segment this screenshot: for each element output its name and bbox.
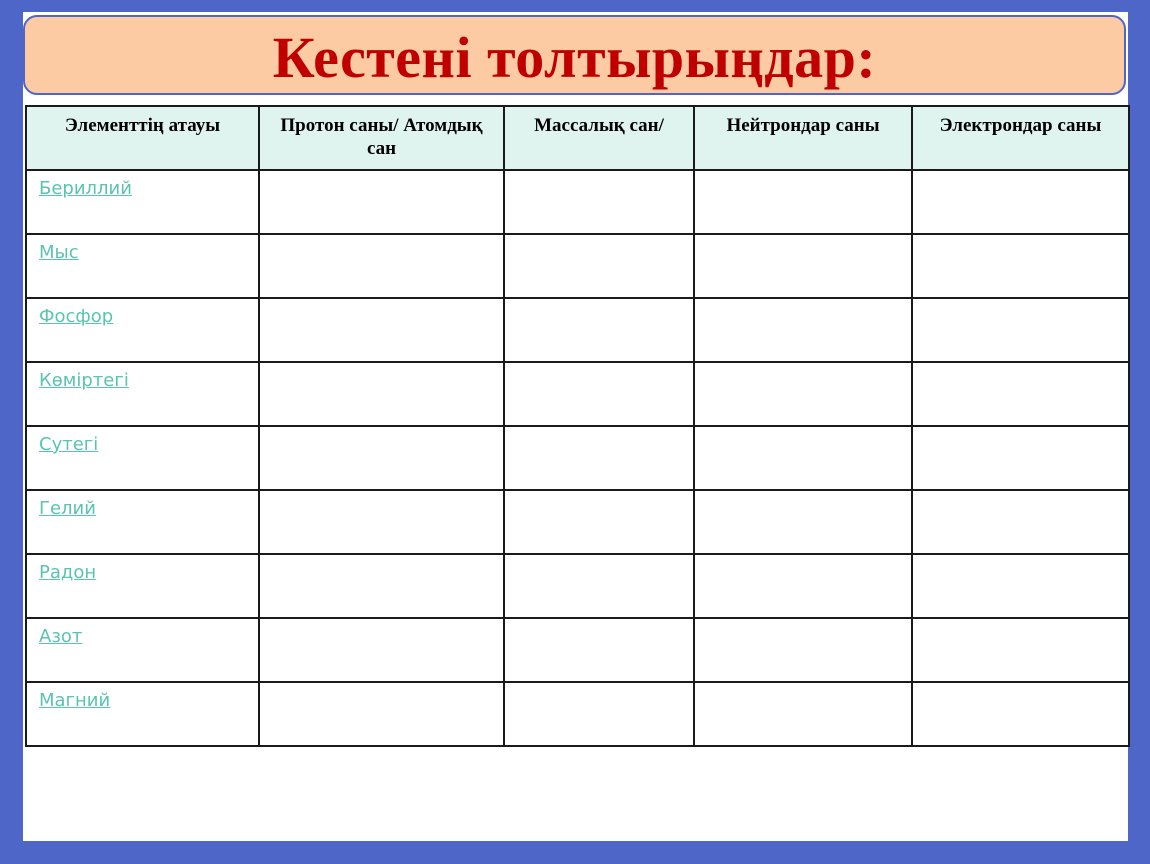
- proton-cell[interactable]: [259, 490, 504, 554]
- element-link[interactable]: Мыс: [39, 242, 79, 263]
- element-cell: [26, 170, 259, 234]
- electron-cell[interactable]: [912, 426, 1129, 490]
- element-cell: [26, 234, 259, 298]
- mass-cell[interactable]: [504, 682, 694, 746]
- element-table: [25, 105, 1130, 747]
- neutron-cell[interactable]: [694, 490, 912, 554]
- neutron-cell[interactable]: [694, 298, 912, 362]
- element-cell: [26, 682, 259, 746]
- element-link[interactable]: Фосфор: [39, 306, 114, 327]
- electron-cell[interactable]: [912, 298, 1129, 362]
- table-row: [26, 426, 1129, 490]
- page-title: Кестені толтырыңдар:: [272, 25, 877, 90]
- mass-cell[interactable]: [504, 362, 694, 426]
- neutron-cell[interactable]: [694, 234, 912, 298]
- mass-cell[interactable]: [504, 298, 694, 362]
- element-cell: [26, 298, 259, 362]
- element-cell: [26, 554, 259, 618]
- header-electron-count: Электрондар саны: [912, 106, 1129, 170]
- element-link[interactable]: Гелий: [39, 498, 96, 519]
- proton-cell[interactable]: [259, 298, 504, 362]
- element-link[interactable]: Сутегі: [39, 434, 99, 455]
- mass-cell[interactable]: [504, 618, 694, 682]
- table-row: [26, 618, 1129, 682]
- element-link[interactable]: Бериллий: [39, 178, 132, 199]
- header-proton-number: Протон саны/ Атомдық сан: [259, 106, 504, 170]
- electron-cell[interactable]: [912, 490, 1129, 554]
- table-row: [26, 170, 1129, 234]
- element-link[interactable]: Азот: [39, 626, 83, 647]
- table-row: [26, 234, 1129, 298]
- table-row: [26, 362, 1129, 426]
- table-row: [26, 490, 1129, 554]
- table-row: [26, 554, 1129, 618]
- mass-cell[interactable]: [504, 554, 694, 618]
- proton-cell[interactable]: [259, 362, 504, 426]
- neutron-cell[interactable]: [694, 362, 912, 426]
- element-cell: [26, 362, 259, 426]
- neutron-cell[interactable]: [694, 682, 912, 746]
- header-mass-number: Массалық сан/: [504, 106, 694, 170]
- mass-cell[interactable]: [504, 170, 694, 234]
- mass-cell[interactable]: [504, 234, 694, 298]
- element-link[interactable]: Көміртегі: [39, 370, 129, 391]
- proton-cell[interactable]: [259, 170, 504, 234]
- element-link[interactable]: Радон: [39, 562, 97, 583]
- neutron-cell[interactable]: [694, 554, 912, 618]
- proton-cell[interactable]: [259, 554, 504, 618]
- mass-cell[interactable]: [504, 426, 694, 490]
- element-cell: [26, 618, 259, 682]
- neutron-cell[interactable]: [694, 170, 912, 234]
- neutron-cell[interactable]: [694, 618, 912, 682]
- electron-cell[interactable]: [912, 170, 1129, 234]
- table-row: [26, 298, 1129, 362]
- electron-cell[interactable]: [912, 618, 1129, 682]
- mass-cell[interactable]: [504, 490, 694, 554]
- electron-cell[interactable]: [912, 554, 1129, 618]
- neutron-cell[interactable]: [694, 426, 912, 490]
- table-row: [26, 682, 1129, 746]
- header-neutron-count: Нейтрондар саны: [694, 106, 912, 170]
- table-header-row: [26, 106, 1129, 170]
- proton-cell[interactable]: [259, 682, 504, 746]
- element-cell: [26, 426, 259, 490]
- proton-cell[interactable]: [259, 426, 504, 490]
- proton-cell[interactable]: [259, 618, 504, 682]
- electron-cell[interactable]: [912, 362, 1129, 426]
- title-banner: [23, 15, 1126, 95]
- electron-cell[interactable]: [912, 682, 1129, 746]
- electron-cell[interactable]: [912, 234, 1129, 298]
- proton-cell[interactable]: [259, 234, 504, 298]
- element-cell: [26, 490, 259, 554]
- header-element-name: Элементтің атауы: [26, 106, 259, 170]
- element-link[interactable]: Магний: [39, 690, 111, 711]
